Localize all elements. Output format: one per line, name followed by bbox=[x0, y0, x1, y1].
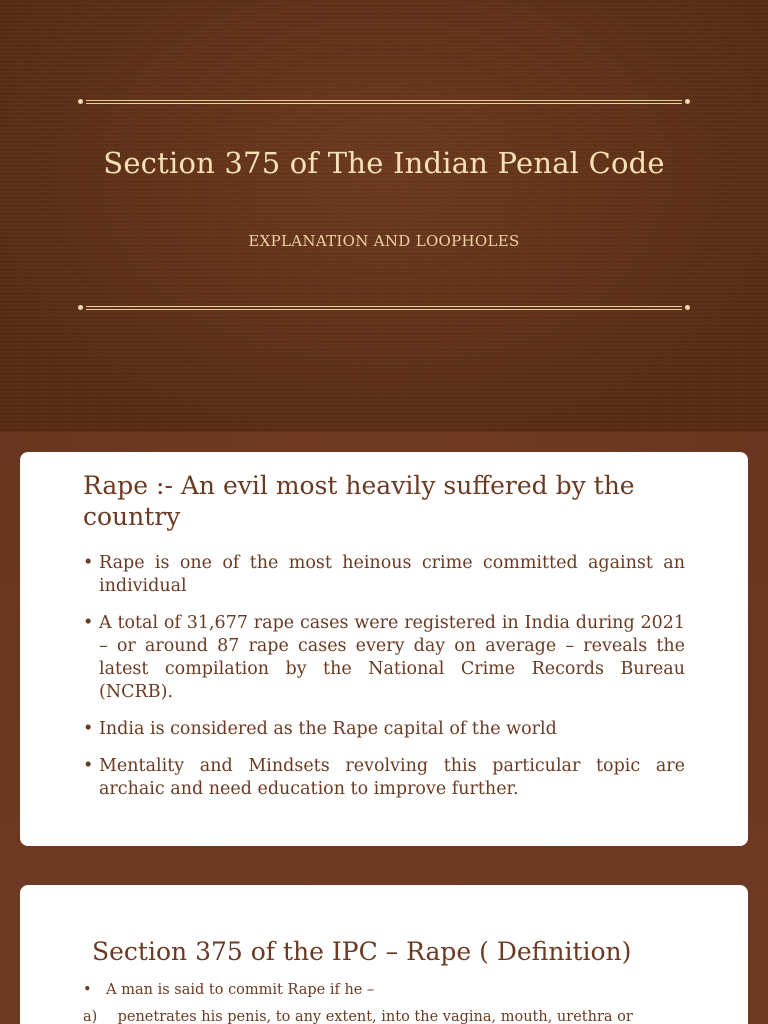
bullet-icon: • bbox=[83, 613, 94, 633]
list-item bbox=[83, 718, 685, 741]
slide-card-section-375-definition bbox=[20, 885, 748, 1024]
clause-label: a) bbox=[83, 1009, 98, 1024]
list-item-text: A total of 31,677 rape cases were registered in India during 2021 – or around 87 rape cases every day on average – reveals the latest compilation by the National Crime Records Bureau (NCRB). bbox=[99, 613, 685, 702]
definition-intro bbox=[83, 982, 374, 998]
slide-title: Section 375 of The Indian Penal Code bbox=[103, 146, 665, 180]
definition-intro-text: A man is said to commit Rape if he – bbox=[106, 982, 375, 998]
title-slide bbox=[0, 0, 768, 432]
list-item bbox=[83, 612, 685, 704]
bullet-icon: • bbox=[83, 553, 94, 573]
slide-card-rape-overview bbox=[20, 452, 748, 846]
rule-dot-icon bbox=[685, 305, 690, 310]
bullet-icon: • bbox=[83, 719, 94, 739]
card-heading: Rape :- An evil most heavily suffered by the country bbox=[83, 471, 635, 531]
bullet-icon: • bbox=[83, 982, 92, 998]
bottom-ornament-rule bbox=[78, 305, 690, 311]
slide-subtitle: EXPLANATION AND LOOPHOLES bbox=[248, 232, 520, 250]
bullet-icon: • bbox=[83, 756, 94, 776]
rule-dot-icon bbox=[78, 99, 83, 104]
list-item bbox=[83, 755, 685, 801]
clause-text: penetrates his penis, to any extent, into the vagina, mouth, urethra or bbox=[117, 1009, 633, 1024]
list-item-text: Rape is one of the most heinous crime committed against an individual bbox=[99, 553, 685, 596]
list-item-text: Mentality and Mindsets revolving this particular topic are archaic and need education to improve further. bbox=[99, 756, 685, 799]
definition-clause-a bbox=[83, 1009, 633, 1024]
rule-dot-icon bbox=[685, 99, 690, 104]
bullet-list bbox=[83, 552, 685, 801]
list-item bbox=[83, 552, 685, 598]
list-item-text: India is considered as the Rape capital of the world bbox=[99, 719, 557, 739]
top-ornament-rule bbox=[78, 99, 690, 105]
card-heading: Section 375 of the IPC – Rape ( Definition) bbox=[92, 937, 632, 966]
rule-dot-icon bbox=[78, 305, 83, 310]
